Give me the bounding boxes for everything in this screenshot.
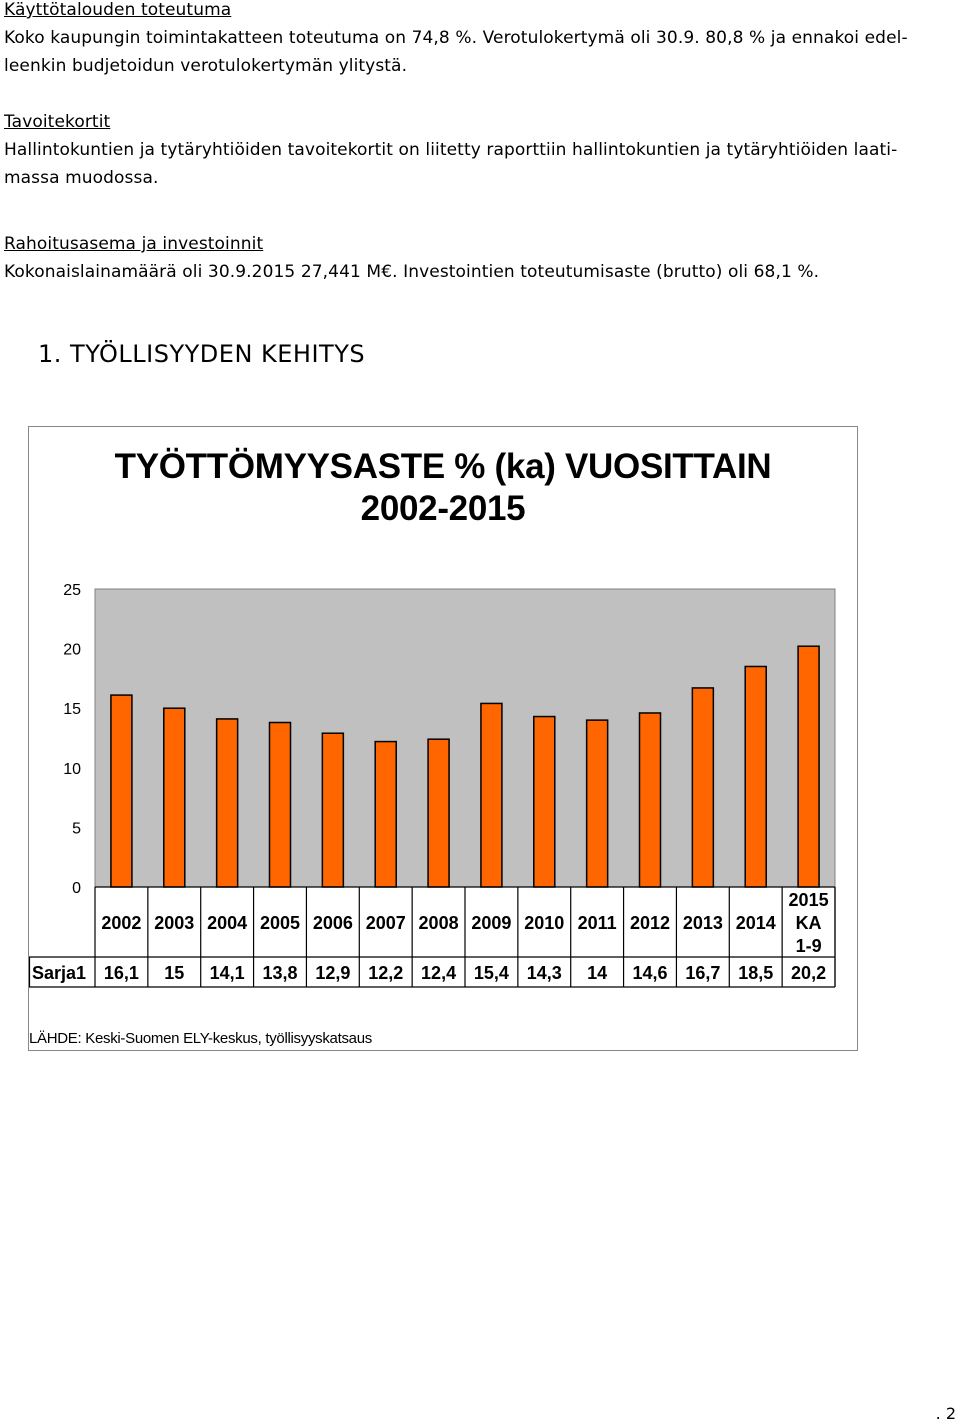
y-tick-label: 0 [72, 880, 81, 897]
employment-section-heading: 1. TYÖLLISYYDEN KEHITYS [38, 340, 366, 368]
section-kayttotalous [4, 0, 944, 80]
series-name-label: Sarja1 [31, 963, 87, 983]
paragraph-line: Koko kaupungin toimintakatteen toteutuma on 74,8 %. Verotulokertymä oli 30.9. 80,8 % ja ennakoi edel- [4, 28, 908, 48]
y-tick-label: 20 [63, 641, 81, 659]
data-value-label: 16,1 [103, 963, 139, 983]
category-label: 2013 [682, 913, 723, 933]
data-value-label: 12,9 [315, 963, 351, 983]
data-value-label: 14 [587, 963, 608, 983]
category-label: 2014 [735, 913, 776, 933]
bar [428, 739, 449, 887]
category-label: 2003 [154, 913, 195, 933]
category-label: 2002 [101, 913, 142, 933]
y-tick-label: 15 [63, 701, 81, 719]
data-value-label: 20,2 [791, 963, 827, 983]
bar [798, 646, 819, 887]
category-label: 2006 [312, 913, 353, 933]
bar [587, 720, 608, 887]
bar [375, 742, 396, 887]
section-heading-rahoitusasema: Rahoitusasema ja investoinnit [4, 234, 264, 254]
data-value-label: 15,4 [473, 963, 509, 983]
data-value-label: 18,5 [738, 963, 774, 983]
data-value-label: 14,3 [526, 963, 562, 983]
bar [111, 695, 132, 887]
section-heading-tavoitekortit: Tavoitekortit [4, 112, 111, 132]
data-value-label: 14,1 [209, 963, 245, 983]
paragraph-line: Hallintokuntien ja tytäryhtiöiden tavoitekortit on liitetty raporttiin hallintokuntien ja tytäryhtiöiden laati- [4, 140, 898, 160]
plot-area [95, 589, 835, 887]
category-label: 2009 [471, 913, 512, 933]
bar [745, 666, 766, 887]
bar [322, 733, 343, 887]
bar [164, 708, 185, 887]
bar [270, 723, 291, 887]
data-value-label: 13,8 [262, 963, 298, 983]
category-label: 2008 [418, 913, 459, 933]
y-tick-label: 5 [72, 820, 81, 838]
category-label: 2011 [577, 913, 617, 933]
unemployment-chart [28, 426, 858, 1051]
chart-source: LÄHDE: Keski-Suomen ELY-keskus, työllisyyskatsaus [29, 1030, 372, 1047]
section-heading-kayttotalous: Käyttötalouden toteutuma [4, 0, 232, 20]
section-tavoitekortit [4, 108, 944, 192]
bar [640, 713, 661, 887]
chart-plot [29, 427, 859, 1027]
category-label: 2015 KA 1-9 [788, 890, 829, 956]
y-tick-label: 10 [63, 760, 81, 778]
category-label: 2005 [259, 913, 301, 933]
paragraph-line: Kokonaislainamäärä oli 30.9.2015 27,441 M€. Investointien toteutumisaste (brutto) oli 68,1 %. [4, 262, 820, 282]
bar [217, 719, 238, 887]
chart-subtitle: 2002-2015 [360, 489, 526, 528]
paragraph-line: leenkin budjetoidun verotulokertymän ylitystä. [4, 56, 408, 76]
section-rahoitusasema [4, 230, 944, 286]
category-label: 2004 [207, 913, 248, 933]
category-label: 2012 [629, 913, 671, 933]
chart-title: TYÖTTÖMYYSASTE % (ka) VUOSITTAIN [114, 447, 772, 486]
bar [481, 703, 502, 887]
data-value-label: 12,4 [421, 963, 457, 983]
category-label: 2010 [524, 913, 565, 933]
data-value-label: 12,2 [368, 963, 404, 983]
data-value-label: 16,7 [685, 963, 721, 983]
data-value-label: 15 [164, 963, 185, 983]
bar [692, 688, 713, 887]
y-tick-label: 25 [63, 582, 81, 599]
page-number: . 2 [935, 1404, 956, 1423]
data-value-label: 14,6 [632, 963, 668, 983]
bar [534, 717, 555, 887]
category-label: 2007 [365, 913, 406, 933]
paragraph-line: massa muodossa. [4, 168, 159, 188]
